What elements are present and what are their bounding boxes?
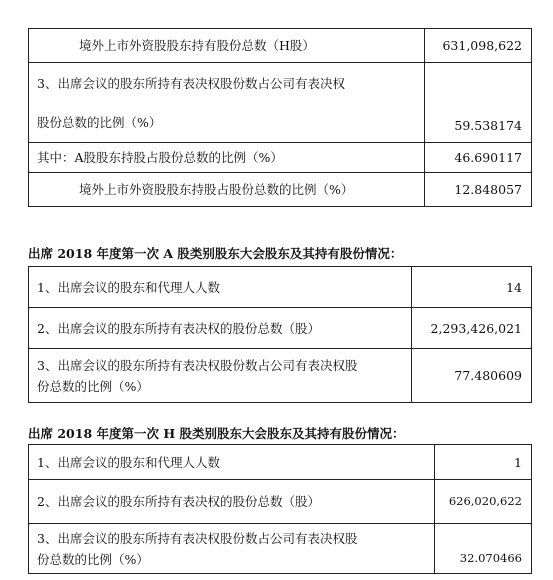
table-row	[29, 29, 532, 63]
row-label: 2、出席会议的股东所持有表决权的股份总数（股）	[29, 480, 435, 524]
table-row	[29, 524, 532, 574]
table-row	[29, 349, 532, 403]
row-label-line1: 3、出席会议的股东所持有表决权股份数占公司有表决权股	[37, 357, 358, 373]
row-label: 其中：A股股东持股占股份总数的比例（%）	[29, 143, 425, 173]
row-value: 46.690117	[425, 143, 532, 173]
row-label	[29, 63, 425, 143]
row-value	[435, 524, 532, 574]
section-h-heading: 出席 2018 年度第一次 H 股类别股东大会股东及其持有股份情况：	[28, 426, 405, 441]
table-row	[29, 173, 532, 207]
table-row	[29, 63, 532, 143]
table-row	[29, 143, 532, 173]
shareholding-table-total	[28, 28, 532, 207]
row-value-text: 59.538174	[454, 118, 522, 133]
row-label: 2、出席会议的股东所持有表决权的股份总数（股）	[29, 308, 412, 349]
row-value: 1	[435, 445, 532, 480]
table-row	[29, 480, 532, 524]
row-label-line2: 份总数的比例（%）	[37, 378, 149, 394]
section-a-heading: 出席 2018 年度第一次 A 股类别股东大会股东及其持有股份情况：	[28, 246, 403, 261]
row-label: 1、出席会议的股东和代理人人数	[29, 445, 435, 480]
row-label-line1: 3、出席会议的股东所持有表决权股份数占公司有表决权	[37, 75, 345, 91]
shareholding-table-a	[28, 266, 532, 403]
row-label-line2: 股份总数的比例（%）	[37, 114, 162, 130]
row-label-line1: 3、出席会议的股东所持有表决权股份数占公司有表决权股	[37, 530, 358, 546]
table-row	[29, 267, 532, 308]
row-value: 2,293,426,021	[412, 308, 532, 349]
row-value: 12.848057	[425, 173, 532, 207]
row-value-text: 32.070466	[459, 551, 522, 565]
row-label	[29, 349, 412, 403]
row-label-line2: 份总数的比例（%）	[37, 551, 149, 567]
row-label: 1、出席会议的股东和代理人人数	[29, 267, 412, 308]
row-value: 626,020,622	[435, 480, 532, 524]
row-label: 境外上市外资股股东持股占股份总数的比例（%）	[29, 173, 425, 207]
row-label: 境外上市外资股股东持有股份总数（H股）	[29, 29, 425, 63]
shareholding-table-h	[28, 444, 532, 574]
table-row	[29, 445, 532, 480]
row-value	[425, 63, 532, 143]
table-row	[29, 308, 532, 349]
row-label	[29, 524, 435, 574]
row-value: 77.480609	[412, 349, 532, 403]
row-value: 14	[412, 267, 532, 308]
row-value: 631,098,622	[425, 29, 532, 63]
